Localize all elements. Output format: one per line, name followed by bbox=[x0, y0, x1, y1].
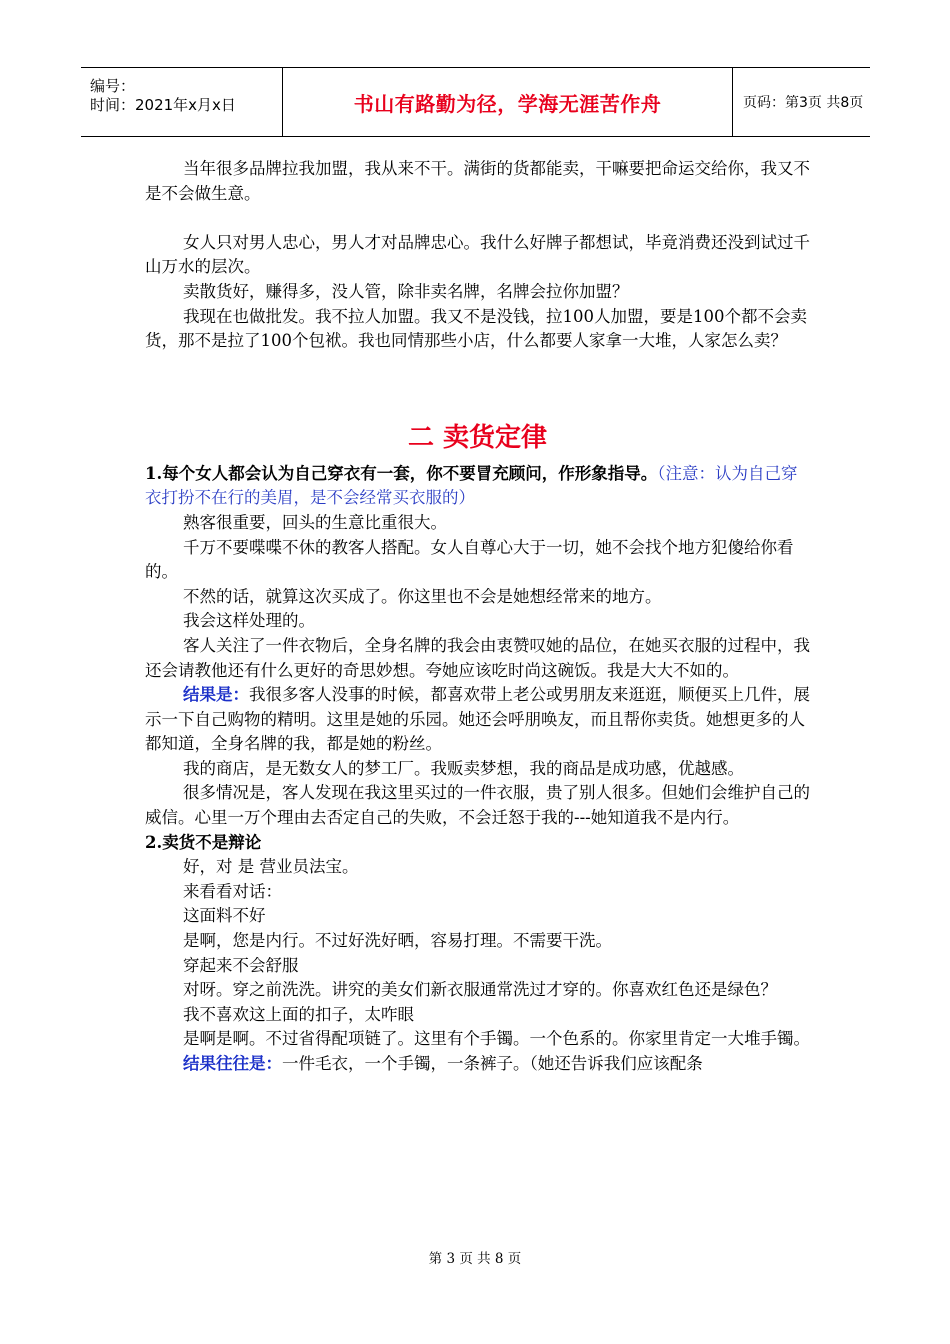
rule-1-paragraph-7: 很多情况是，客人发现在我这里买过的一件衣服，贵了别人很多。但她们会维护自己的威信。心里一万个理由去否定自己的失败，不会迁怒于我的---她知道我不是内行。 bbox=[145, 783, 810, 828]
rule-1-paragraph-2: 千万不要喋喋不休的教客人搭配。女人自尊心大于一切，她不会找个地方犯傻给你看的。 bbox=[145, 537, 794, 582]
rule-2-result bbox=[145, 1052, 810, 1077]
intro-paragraph-1: 当年很多品牌拉我加盟，我从来不干。满街的货都能卖，干嘛要把命运交给你，我又不是不会做生意。 bbox=[145, 159, 810, 203]
rule-2-paragraph-2: 来看看对话： bbox=[183, 881, 282, 901]
rule-1-paragraph-3: 不然的话，就算这次买成了。你这里也不会是她想经常来的地方。 bbox=[183, 586, 662, 606]
motto-text: 书山有路勤为径，学海无涯苦作舟 bbox=[353, 91, 662, 116]
dialogue-line-2: 是啊，您是内行。不过好洗好晒，容易打理。不需要干洗。 bbox=[183, 931, 612, 951]
rule-1-title bbox=[145, 462, 810, 511]
number-label: 编号： bbox=[90, 77, 136, 95]
intro-paragraph-3: 卖散货好，赚得多，没人管，除非卖名牌，名牌会拉你加盟？ bbox=[183, 281, 629, 301]
rule-1-paragraph-5: 客人关注了一件衣物后，全身名牌的我会由衷赞叹她的品位，在她买衣服的过程中，我还会请教他还有什么更好的奇思妙想。夸她应该吃时尚这碗饭。我是大大不如的。 bbox=[145, 635, 810, 680]
header-page-cell bbox=[733, 68, 870, 136]
dialogue-line-5: 我不喜欢这上面的扣子，太咋眼 bbox=[183, 1004, 414, 1024]
document-header bbox=[81, 67, 870, 137]
rule-1-paragraph-6: 我的商店，是无数女人的梦工厂。我贩卖梦想，我的商品是成功感，优越感。 bbox=[183, 758, 744, 778]
document-body bbox=[145, 157, 810, 1077]
date-label: 时间：2021年x月x日 bbox=[90, 96, 236, 114]
section-heading: 二 卖货定律 bbox=[407, 422, 548, 453]
rule-2-title: 2.卖货不是辩论 bbox=[145, 832, 262, 852]
rule-1-result bbox=[145, 683, 810, 757]
intro-paragraph-4: 我现在也做批发。我不拉人加盟。我又不是没钱，拉100人加盟，要是100个都不会卖货，那不是拉了100个包袱。我也同情那些小店，什么都要人家拿一大堆，人家怎么卖？ bbox=[145, 306, 807, 351]
rule-1-result-label: 结果是： bbox=[183, 685, 249, 705]
dialogue-line-3: 穿起来不会舒服 bbox=[183, 955, 299, 975]
rule-2-result-label: 结果往往是： bbox=[183, 1054, 282, 1073]
rule-1-bold: 1.每个女人都会认为自己穿衣有一套，你不要冒充顾问，作形象指导。 bbox=[145, 463, 658, 483]
page-info: 页码：第3页 共8页 bbox=[743, 95, 864, 111]
rule-2-paragraph-1: 好，对 是 营业员法宝。 bbox=[183, 857, 359, 877]
header-meta-cell bbox=[81, 68, 283, 136]
rule-1-paragraph-4: 我会这样处理的。 bbox=[183, 611, 315, 631]
header-motto-cell bbox=[283, 68, 733, 136]
rule-1-note: （注意：认为自己穿衣打扮不在行的美眉，是不会经常买衣服的） bbox=[145, 463, 798, 508]
rule-1-paragraph-1: 熟客很重要，回头的生意比重很大。 bbox=[183, 512, 447, 532]
dialogue-line-1: 这面料不好 bbox=[183, 906, 266, 926]
dialogue-line-4: 对呀。穿之前洗洗。讲究的美女们新衣服通常洗过才穿的。你喜欢红色还是绿色？ bbox=[183, 980, 777, 1000]
intro-paragraph-2: 女人只对男人忠心，男人才对品牌忠心。我什么好牌子都想试，毕竟消费还没到试过千山万水的层次。 bbox=[145, 232, 810, 277]
rule-1-result-text: 我很多客人没事的时候，都喜欢带上老公或男朋友来逛逛，顺便买上几件，展示一下自己购物的精明。这里是她的乐园。她还会呼朋唤友，而且帮你卖货。她想更多的人都知道，全身名牌的我，都是她的粉丝。 bbox=[145, 685, 810, 754]
rule-2-result-text: 一件毛衣，一个手镯，一条裤子。（她还告诉我们应该配条 bbox=[282, 1054, 703, 1073]
dialogue-line-6: 是啊是啊。不过省得配项链了。这里有个手镯。一个色系的。你家里肯定一大堆手镯。 bbox=[183, 1029, 810, 1049]
page-footer: 第 3 页 共 8 页 bbox=[428, 1251, 522, 1267]
